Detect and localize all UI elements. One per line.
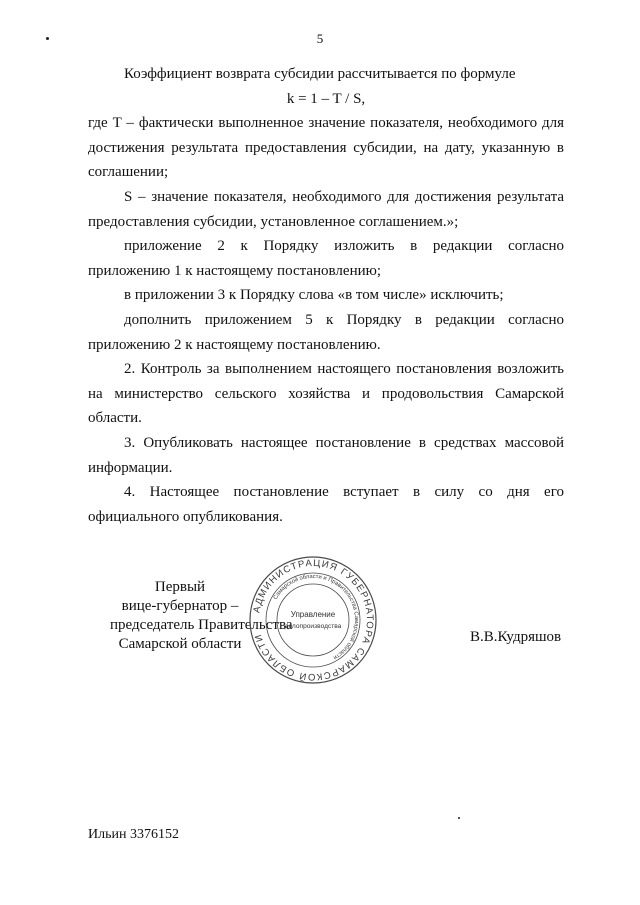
seal-outer-text: АДМИНИСТРАЦИЯ ГУБЕРНАТОРА САМАРСКОЙ ОБЛАСТИ [251,557,376,683]
signatory-title-line: вице-губернатор – [121,598,239,614]
appendix-3-paragraph: в приложении 3 к Порядку слова «в том числе» исключить; [124,287,504,304]
item-3-paragraph: 3. Опубликовать настоящее постановление в средствах массовой информации. [88,434,564,476]
s-definition: S – значение показателя, необходимого для достижения результата предоставления субсидии, установленное соглашением.»; [88,188,564,230]
item-2-paragraph: 2. Контроль за выполнением настоящего постановления возложить на министерство сельского хозяйства и продовольствия Самарской области. [88,361,564,427]
formula-intro: Коэффициент возврата субсидии рассчитывается по формуле [124,66,516,82]
item-4-paragraph: 4. Настоящее постановление вступает в силу со дня его официального опубликования. [88,484,564,525]
signatory-title-line: Первый [154,579,206,595]
document-body [88,62,564,529]
seal-center-line: делопроизводства [284,623,342,630]
appendix-2-paragraph: приложение 2 к Порядку изложить в редакции согласно приложению 1 к настоящему постановлению; [88,238,564,279]
signatory-title [110,578,293,654]
scan-speck [458,817,460,819]
formula: k = 1 – T / S, [286,90,366,107]
page-number: 5 [316,31,324,46]
signatory-title-line: председатель Правительства [110,617,293,633]
executor-note: Ильин 3376152 [88,827,179,842]
official-seal [248,555,378,685]
seal-inner-text: Самарской области и Правительства Самарской области [272,573,360,661]
t-definition: где T – фактически выполненное значение показателя, необходимого для достижения результата предоставления субсидии, на дату, указанную в соглашении; [88,115,564,181]
signer-name: В.В.Кудряшов [470,629,562,645]
seal-center-line: Управление [290,610,336,619]
signatory-title-line: Самарской области [118,636,242,652]
appendix-5-paragraph: дополнить приложением 5 к Порядку в редакции согласно приложению 2 к настоящему постановлению. [88,311,564,353]
